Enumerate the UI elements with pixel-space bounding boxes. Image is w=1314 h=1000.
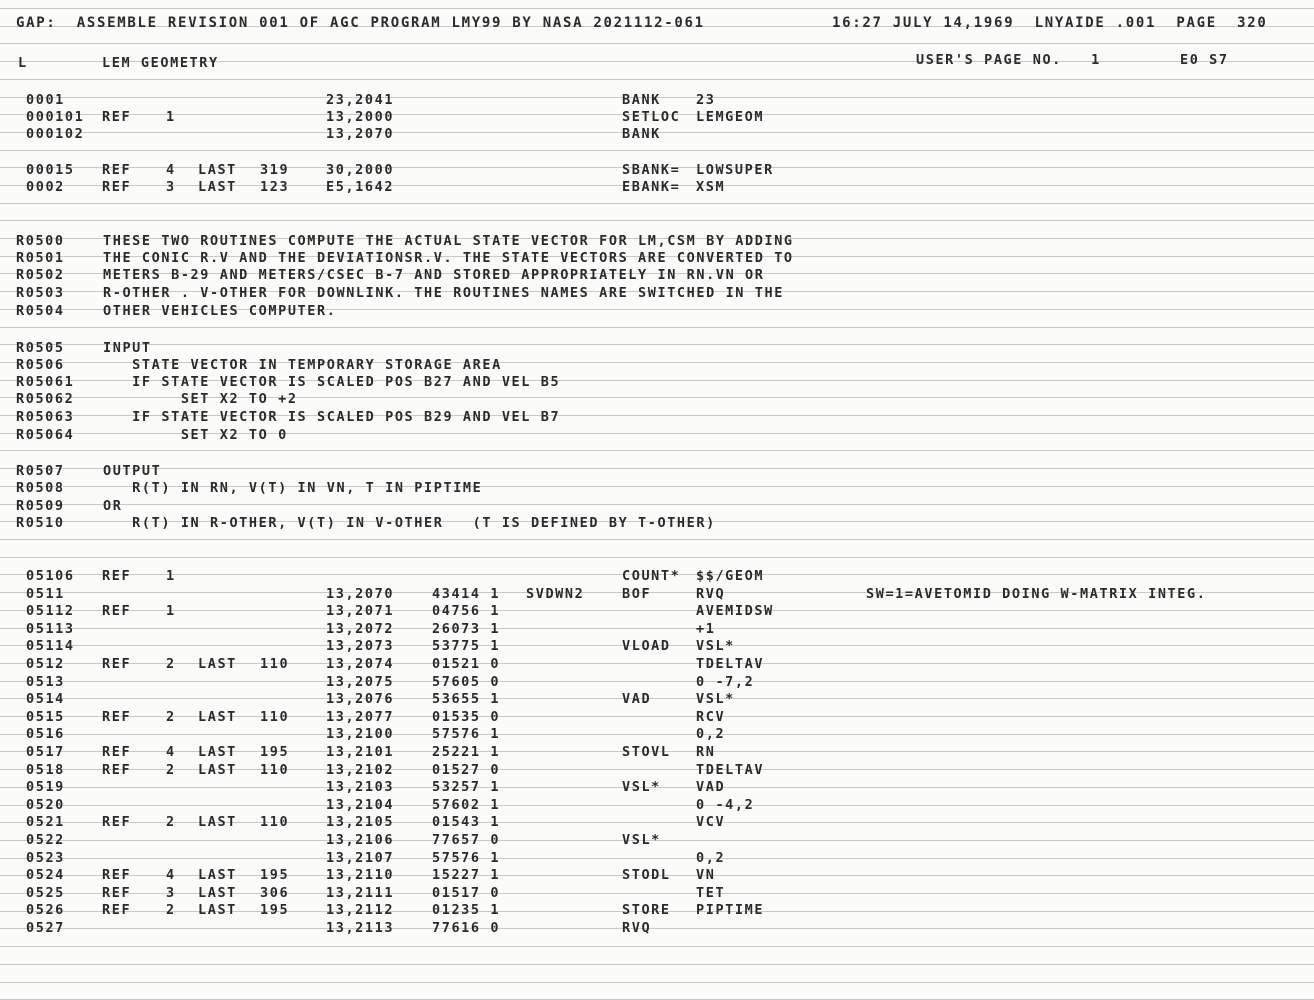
comment-text: OUTPUT <box>103 463 162 479</box>
comment-card-id: R0509 <box>16 498 65 514</box>
listing-last-cell: LAST <box>198 744 237 760</box>
listing-addr-cell: 13,2107 <box>326 849 395 866</box>
listing-addr-cell: 13,2070 <box>326 585 395 602</box>
listing-op-cell: VSL* <box>622 832 661 848</box>
listing-refn-cell: 4 <box>166 162 176 178</box>
comment-card-id: R05064 <box>16 427 75 443</box>
listing-ref-cell: REF <box>102 656 132 672</box>
listing-id-cell: 0522 <box>26 832 65 848</box>
listing-id-cell: 0517 <box>26 744 65 760</box>
comment-text: INPUT <box>103 340 152 356</box>
listing-last-cell: LAST <box>198 179 237 195</box>
listing-operand-cell: TDELTAV <box>696 761 765 778</box>
comment-text: SET X2 TO +2 <box>103 391 298 407</box>
listing-operand-cell: RVQ <box>696 585 726 602</box>
comment-card-id: R05061 <box>16 374 75 390</box>
listing-op-cell: STOVL <box>622 744 671 760</box>
comment-text: THESE TWO ROUTINES COMPUTE THE ACTUAL STATE VECTOR FOR LM,CSM BY ADDING <box>103 233 794 249</box>
listing-id-cell: 0515 <box>26 708 65 725</box>
comment-text: SET X2 TO 0 <box>103 427 288 443</box>
listing-id-cell: 0512 <box>26 656 65 672</box>
listing-addr-cell: 13,2112 <box>326 902 395 919</box>
listing-ref-cell: REF <box>102 884 132 901</box>
listing-lastn-cell: 110 <box>260 656 290 672</box>
listing-word-cell: 57576 1 <box>432 849 501 866</box>
users-page-number: USER'S PAGE NO. 1 <box>916 52 1101 68</box>
listing-id-cell: 0521 <box>26 814 65 831</box>
listing-addr-cell: 13,2074 <box>326 656 395 672</box>
listing-last-cell: LAST <box>198 884 237 901</box>
comment-text: OTHER VEHICLES COMPUTER. <box>103 303 337 319</box>
listing-id-cell: 05113 <box>26 620 75 637</box>
listing-id-cell: 0526 <box>26 902 65 919</box>
listing-label-cell: SVDWN2 <box>526 585 585 602</box>
listing-word-cell: 01543 1 <box>432 814 501 831</box>
listing-lastn-cell: 195 <box>260 867 290 884</box>
listing-last-cell: LAST <box>198 162 237 178</box>
listing-id-cell: 0514 <box>26 691 65 708</box>
listing-addr-cell: 13,2077 <box>326 708 395 725</box>
listing-id-cell: 0523 <box>26 849 65 866</box>
listing-ref-cell: REF <box>102 603 132 620</box>
listing-refn-cell: 4 <box>166 867 176 884</box>
listing-operand-cell: TET <box>696 884 726 901</box>
listing-id-cell: 0525 <box>26 884 65 901</box>
listing-id-cell: 0511 <box>26 585 65 602</box>
listing-op-cell: SBANK= <box>622 162 681 178</box>
listing-op-cell: STORE <box>622 902 671 919</box>
listing-ref-cell: REF <box>102 744 132 760</box>
section-marker: L <box>18 55 28 71</box>
listing-id-cell: 0520 <box>26 796 65 813</box>
listing-addr-cell: 13,2104 <box>326 796 395 813</box>
listing-word-cell: 01235 1 <box>432 902 501 919</box>
comment-text: OR <box>103 498 123 514</box>
listing-ref-cell: REF <box>102 867 132 884</box>
listing-lastn-cell: 319 <box>260 162 290 178</box>
listing-addr-cell: 13,2111 <box>326 884 395 901</box>
section-title: LEM GEOMETRY <box>102 55 219 71</box>
listing-ref-cell: REF <box>102 708 132 725</box>
listing-op-cell: BOF <box>622 585 652 602</box>
listing-addr-cell: 13,2072 <box>326 620 395 637</box>
listing-refn-cell: 3 <box>166 884 176 901</box>
listing-addr-cell: 13,2101 <box>326 744 395 760</box>
listing-operand-cell: RCV <box>696 708 726 725</box>
listing-lastn-cell: 195 <box>260 744 290 760</box>
comment-card-id: R0502 <box>16 267 65 283</box>
listing-refn-cell: 1 <box>166 568 176 584</box>
listing-id-cell: 05112 <box>26 603 75 620</box>
listing-op-cell: VSL* <box>622 779 661 796</box>
comment-card-id: R0506 <box>16 357 65 373</box>
listing-word-cell: 26073 1 <box>432 620 501 637</box>
listing-ref-cell: REF <box>102 814 132 831</box>
listing-id-cell: 0524 <box>26 867 65 884</box>
listing-operand-cell: 0 -4,2 <box>696 796 755 813</box>
listing-addr-cell: 13,2113 <box>326 920 395 936</box>
listing-lastn-cell: 110 <box>260 814 290 831</box>
listing-last-cell: LAST <box>198 761 237 778</box>
comment-card-id: R0503 <box>16 285 65 301</box>
listing-operand-cell: VCV <box>696 814 726 831</box>
listing-lastn-cell: 110 <box>260 708 290 725</box>
comment-card-id: R0504 <box>16 303 65 319</box>
listing-addr-cell: 13,2075 <box>326 673 395 690</box>
listing-id-cell: 0002 <box>26 179 65 195</box>
listing-ref-cell: REF <box>102 109 132 125</box>
listing-word-cell: 57605 0 <box>432 673 501 690</box>
listing-operand-cell: 0 -7,2 <box>696 673 755 690</box>
listing-operand-cell: RN <box>696 744 716 760</box>
listing-word-cell: 57602 1 <box>432 796 501 813</box>
listing-word-cell: 15227 1 <box>432 867 501 884</box>
comment-text: THE CONIC R.V AND THE DEVIATIONSR.V. THE STATE VECTORS ARE CONVERTED TO <box>103 250 794 266</box>
listing-word-cell: 57576 1 <box>432 726 501 743</box>
comment-text: IF STATE VECTOR IS SCALED POS B29 AND VEL B7 <box>103 409 561 425</box>
listing-id-cell: 05106 <box>26 568 75 584</box>
listing-word-cell: 01535 0 <box>432 708 501 725</box>
listing-lastn-cell: 306 <box>260 884 290 901</box>
comment-card-id: R0508 <box>16 480 65 496</box>
listing-lastn-cell: 110 <box>260 761 290 778</box>
listing-last-cell: LAST <box>198 867 237 884</box>
listing-op-cell: BANK <box>622 126 661 142</box>
listing-op-cell: VLOAD <box>622 638 671 655</box>
listing-addr-cell: 13,2000 <box>326 109 395 125</box>
listing-last-cell: LAST <box>198 656 237 672</box>
listing-word-cell: 43414 1 <box>432 585 501 602</box>
listing-id-cell: 0518 <box>26 761 65 778</box>
listing-op-cell: SETLOC <box>622 109 681 125</box>
listing-word-cell: 53257 1 <box>432 779 501 796</box>
listing-addr-cell: 13,2102 <box>326 761 395 778</box>
listing-addr-cell: 13,2106 <box>326 832 395 848</box>
listing-refn-cell: 4 <box>166 744 176 760</box>
listing-operand-cell: 23 <box>696 92 716 108</box>
comment-card-id: R05062 <box>16 391 75 407</box>
listing-id-cell: 000102 <box>26 126 85 142</box>
listing-word-cell: 01521 0 <box>432 656 501 672</box>
listing-last-cell: LAST <box>198 814 237 831</box>
comment-text: STATE VECTOR IN TEMPORARY STORAGE AREA <box>103 357 502 373</box>
comment-text: R(T) IN RN, V(T) IN VN, T IN PIPTIME <box>103 480 483 496</box>
comment-text: METERS B-29 AND METERS/CSEC B-7 AND STORED APPROPRIATELY IN RN.VN OR <box>103 267 765 283</box>
listing-refn-cell: 1 <box>166 109 176 125</box>
listing-addr-cell: 30,2000 <box>326 162 395 178</box>
comment-card-id: R0510 <box>16 515 65 531</box>
comment-card-id: R0505 <box>16 340 65 356</box>
listing-id-cell: 0519 <box>26 779 65 796</box>
listing-addr-cell: 13,2076 <box>326 691 395 708</box>
listing-id-cell: 0516 <box>26 726 65 743</box>
listing-note-cell: SW=1=AVETOMID DOING W-MATRIX INTEG. <box>866 585 1207 602</box>
listing-id-cell: 05114 <box>26 638 75 655</box>
comment-text: R(T) IN R-OTHER, V(T) IN V-OTHER (T IS DEFINED BY T-OTHER) <box>103 515 716 531</box>
listing-op-cell: VAD <box>622 691 652 708</box>
listing-word-cell: 53655 1 <box>432 691 501 708</box>
listing-word-cell: 77657 0 <box>432 832 501 848</box>
listing-operand-cell: VSL* <box>696 691 735 708</box>
listing-header-date-page: 16:27 JULY 14,1969 LNYAIDE .001 PAGE 320 <box>832 15 1268 31</box>
listing-last-cell: LAST <box>198 902 237 919</box>
listing-op-cell: STODL <box>622 867 671 884</box>
listing-last-cell: LAST <box>198 708 237 725</box>
listing-addr-cell: 23,2041 <box>326 92 395 108</box>
listing-operand-cell: $$/GEOM <box>696 568 765 584</box>
eo-marker: E0 S7 <box>1180 52 1229 68</box>
listing-refn-cell: 2 <box>166 814 176 831</box>
listing-ref-cell: REF <box>102 568 132 584</box>
listing-addr-cell: 13,2071 <box>326 603 395 620</box>
listing-refn-cell: 1 <box>166 603 176 620</box>
listing-id-cell: 00015 <box>26 162 75 178</box>
comment-text: IF STATE VECTOR IS SCALED POS B27 AND VEL B5 <box>103 374 561 390</box>
listing-operand-cell: 0,2 <box>696 849 726 866</box>
listing-addr-cell: 13,2105 <box>326 814 395 831</box>
listing-operand-cell: +1 <box>696 620 716 637</box>
listing-id-cell: 0513 <box>26 673 65 690</box>
listing-ref-cell: REF <box>102 761 132 778</box>
listing-lastn-cell: 123 <box>260 179 290 195</box>
listing-operand-cell: AVEMIDSW <box>696 603 774 620</box>
listing-operand-cell: VN <box>696 867 716 884</box>
listing-op-cell: COUNT* <box>622 568 681 584</box>
comment-card-id: R05063 <box>16 409 75 425</box>
listing-header-title: GAP: ASSEMBLE REVISION 001 OF AGC PROGRAM LMY99 BY NASA 2021112-061 <box>16 15 705 31</box>
listing-addr-cell: 13,2070 <box>326 126 395 142</box>
listing-id-cell: 000101 <box>26 109 85 125</box>
listing-id-cell: 0001 <box>26 92 65 108</box>
listing-refn-cell: 2 <box>166 656 176 672</box>
listing-addr-cell: E5,1642 <box>326 179 395 195</box>
listing-ref-cell: REF <box>102 179 132 195</box>
comment-card-id: R0507 <box>16 463 65 479</box>
listing-addr-cell: 13,2073 <box>326 638 395 655</box>
listing-refn-cell: 3 <box>166 179 176 195</box>
listing-operand-cell: TDELTAV <box>696 656 765 672</box>
listing-id-cell: 0527 <box>26 920 65 936</box>
listing-op-cell: BANK <box>622 92 661 108</box>
listing-operand-cell: VAD <box>696 779 726 796</box>
listing-operand-cell: 0,2 <box>696 726 726 743</box>
listing-operand-cell: VSL* <box>696 638 735 655</box>
listing-operand-cell: XSM <box>696 179 726 195</box>
listing-word-cell: 01527 0 <box>432 761 501 778</box>
listing-operand-cell: LOWSUPER <box>696 162 774 178</box>
listing-word-cell: 53775 1 <box>432 638 501 655</box>
listing-ref-cell: REF <box>102 902 132 919</box>
listing-op-cell: EBANK= <box>622 179 681 195</box>
listing-refn-cell: 2 <box>166 902 176 919</box>
listing-ref-cell: REF <box>102 162 132 178</box>
listing-lastn-cell: 195 <box>260 902 290 919</box>
listing-addr-cell: 13,2110 <box>326 867 395 884</box>
listing-refn-cell: 2 <box>166 708 176 725</box>
listing-word-cell: 25221 1 <box>432 744 501 760</box>
listing-word-cell: 77616 0 <box>432 920 501 936</box>
listing-addr-cell: 13,2100 <box>326 726 395 743</box>
listing-word-cell: 04756 1 <box>432 603 501 620</box>
listing-word-cell: 01517 0 <box>432 884 501 901</box>
listing-op-cell: RVQ <box>622 920 652 936</box>
listing-operand-cell: LEMGEOM <box>696 109 765 125</box>
listing-operand-cell: PIPTIME <box>696 902 765 919</box>
comment-card-id: R0501 <box>16 250 65 266</box>
comment-card-id: R0500 <box>16 233 65 249</box>
listing-addr-cell: 13,2103 <box>326 779 395 796</box>
listing-refn-cell: 2 <box>166 761 176 778</box>
comment-text: R-OTHER . V-OTHER FOR DOWNLINK. THE ROUTINES NAMES ARE SWITCHED IN THE <box>103 285 784 301</box>
